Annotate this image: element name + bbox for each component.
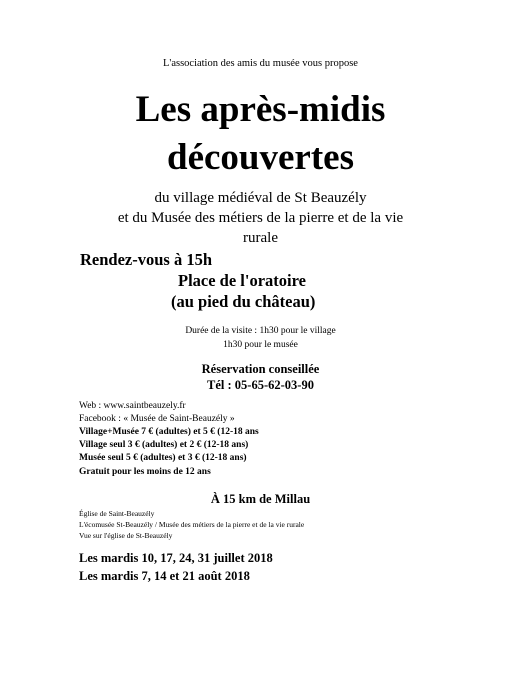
subtitle-line-3: rurale [243, 230, 278, 246]
reservation-label: Réservation conseillée [201, 362, 320, 376]
intro-text: L'association des amis du musée vous propose [163, 58, 358, 69]
rendezvous-time: Rendez-vous à 15h [80, 250, 213, 269]
website-text: Web : www.saintbeauzely.fr [79, 401, 186, 411]
subtitle-line-1: du village médiéval de St Beauzély [154, 190, 367, 206]
dates-july: Les mardis 10, 17, 24, 31 juillet 2018 [79, 551, 273, 565]
duration-museum: 1h30 pour le musée [223, 340, 298, 350]
small-caption-2: L'écomusée St-Beauzély / Musée des métiers de la pierre et de la vie rurale [79, 520, 305, 529]
meeting-place: Place de l'oratoire [178, 271, 306, 290]
dates-august: Les mardis 7, 14 et 21 août 2018 [79, 569, 250, 583]
meeting-place-detail: (au pied du château) [171, 292, 316, 311]
price-village: Village seul 3 € (adultes) et 2 € (12-18 ans) [79, 440, 249, 450]
distance-text: À 15 km de Millau [210, 492, 311, 506]
price-museum: Musée seul 5 € (adultes) et 3 € (12-18 ans) [79, 453, 247, 463]
facebook-text: Facebook : « Musée de Saint-Beauzély » [79, 414, 235, 424]
small-caption-3: Vue sur l'église de St-Beauzély [79, 531, 173, 540]
subtitle-line-2: et du Musée des métiers de la pierre et de la vie [117, 210, 404, 226]
title-line-2: découvertes [167, 137, 354, 178]
duration-village: Durée de la visite : 1h30 pour le village [185, 326, 336, 336]
reservation-phone: Tél : 05-65-62-03-90 [207, 378, 314, 392]
title-line-1: Les après-midis [135, 89, 386, 130]
small-caption-1: Église de Saint-Beauzély [79, 509, 155, 518]
price-village-museum: Village+Musée 7 € (adultes) et 5 € (12-18 ans [79, 427, 259, 437]
price-free: Gratuit pour les moins de 12 ans [79, 467, 211, 477]
